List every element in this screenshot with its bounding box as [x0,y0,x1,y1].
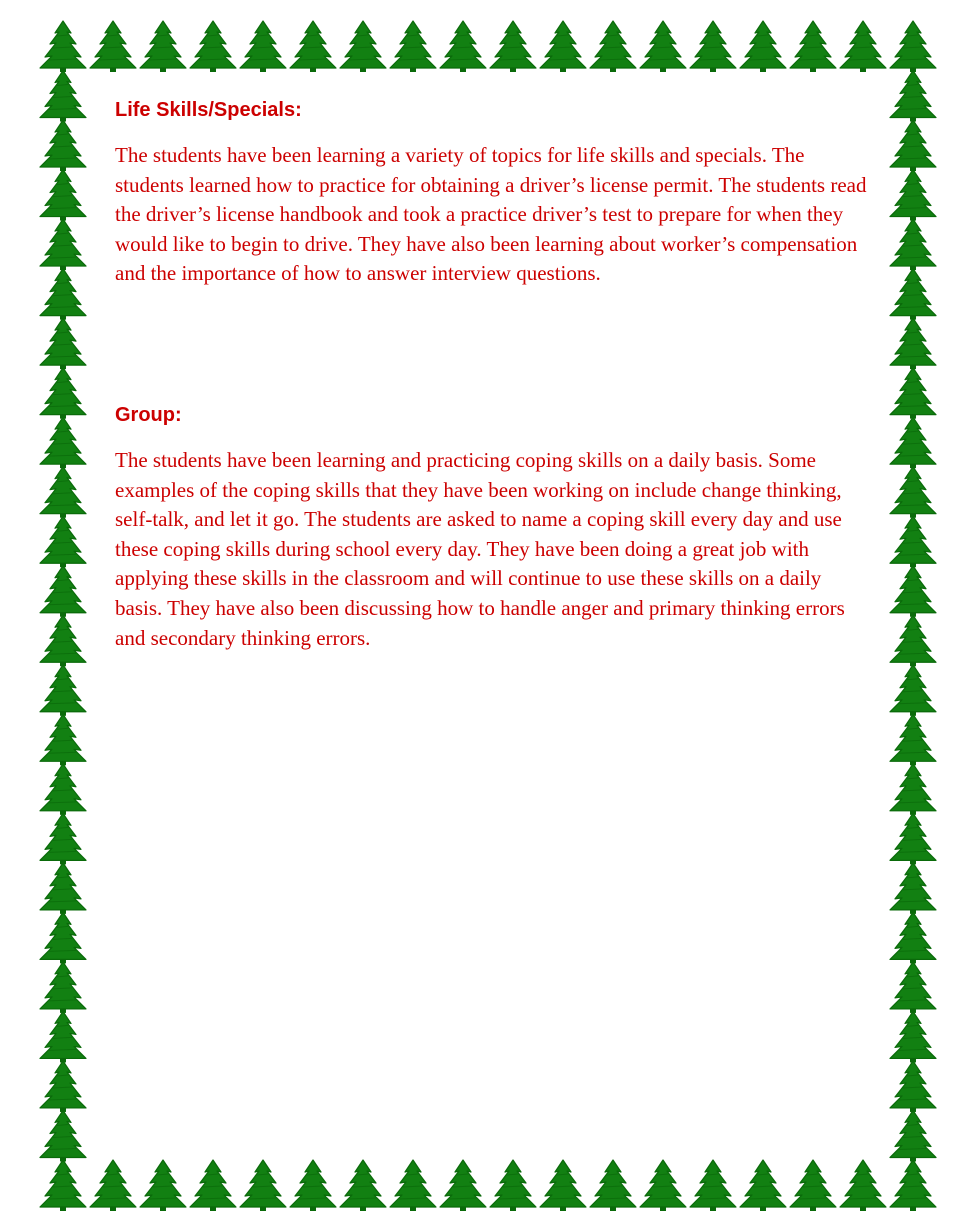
christmas-tree-icon [90,21,136,72]
christmas-tree-icon [40,318,86,369]
christmas-tree-icon [40,21,86,72]
christmas-tree-icon [840,21,886,72]
christmas-tree-icon [40,368,86,419]
christmas-tree-icon [40,170,86,221]
christmas-tree-icon [240,21,286,72]
christmas-tree-icon [90,1160,136,1211]
christmas-tree-icon [890,368,936,419]
christmas-tree-icon [290,1160,336,1211]
christmas-tree-icon [890,467,936,518]
christmas-tree-icon [890,665,936,716]
christmas-tree-icon [40,566,86,617]
christmas-tree-icon [490,1160,536,1211]
christmas-tree-icon [790,1160,836,1211]
christmas-tree-icon [40,1160,86,1211]
christmas-tree-icon [440,1160,486,1211]
christmas-tree-icon [890,417,936,468]
christmas-tree-icon [740,1160,786,1211]
christmas-tree-icon [40,962,86,1013]
christmas-tree-icon [40,219,86,270]
christmas-tree-icon [890,1011,936,1062]
christmas-tree-icon [40,467,86,518]
christmas-tree-icon [40,269,86,320]
christmas-tree-icon [890,714,936,765]
christmas-tree-icon [390,21,436,72]
christmas-tree-icon [590,21,636,72]
newsletter-content [115,96,867,653]
christmas-tree-icon [40,665,86,716]
christmas-tree-icon [690,1160,736,1211]
christmas-tree-icon [540,21,586,72]
christmas-tree-icon [890,516,936,567]
christmas-tree-icon [340,21,386,72]
christmas-tree-icon [240,1160,286,1211]
christmas-tree-icon [40,912,86,963]
christmas-tree-icon [890,21,936,72]
christmas-tree-icon [690,21,736,72]
christmas-tree-icon [490,21,536,72]
christmas-tree-icon [40,1011,86,1062]
christmas-tree-icon [140,1160,186,1211]
christmas-tree-icon [640,21,686,72]
life-skills-paragraph: The students have been learning a variety of topics for life skills and specials. The students learned how to practice for obtaining a driver’s license permit. The students read the driver’s license handbook and took a practice driver’s test to prepare for when they would like to begin to drive. They have also been learning about worker’s compensation and the importance of how to answer interview questions. [115,143,867,286]
christmas-tree-icon [890,764,936,815]
christmas-tree-icon [890,863,936,914]
christmas-tree-icon [40,863,86,914]
christmas-tree-icon [40,1110,86,1161]
christmas-tree-icon [640,1160,686,1211]
christmas-tree-icon [590,1160,636,1211]
christmas-tree-icon [890,813,936,864]
christmas-tree-icon [790,21,836,72]
christmas-tree-icon [390,1160,436,1211]
christmas-tree-icon [890,269,936,320]
christmas-tree-icon [40,714,86,765]
christmas-tree-icon [40,417,86,468]
christmas-tree-icon [890,170,936,221]
christmas-tree-icon [890,912,936,963]
christmas-tree-icon [190,21,236,72]
christmas-tree-icon [890,120,936,171]
christmas-tree-icon [540,1160,586,1211]
life-skills-heading: Life Skills/Specials: [115,99,302,121]
christmas-tree-icon [440,21,486,72]
christmas-tree-icon [290,21,336,72]
christmas-tree-icon [190,1160,236,1211]
christmas-tree-icon [40,71,86,122]
christmas-tree-icon [890,219,936,270]
christmas-tree-icon [890,71,936,122]
christmas-tree-icon [340,1160,386,1211]
christmas-tree-icon [40,813,86,864]
christmas-tree-icon [40,1061,86,1112]
christmas-tree-icon [890,566,936,617]
christmas-tree-icon [890,615,936,666]
christmas-tree-icon [40,764,86,815]
christmas-tree-icon [140,21,186,72]
group-heading: Group: [115,403,182,426]
christmas-tree-icon [40,516,86,567]
group-paragraph: The students have been learning and practicing coping skills on a daily basis. Some examples of the coping skills that they have been working on include change thinking, self-talk, and let it go. The students are asked to name a coping skill every day and use these coping skills during school every day. They have been doing a great job with applying these skills in the classroom and will continue to use these skills on a daily basis. They have also been discussing how to handle anger and primary thinking errors and secondary thinking errors. [115,447,845,650]
christmas-tree-icon [890,1160,936,1211]
christmas-tree-icon [840,1160,886,1211]
christmas-tree-icon [740,21,786,72]
christmas-tree-icon [40,120,86,171]
christmas-tree-icon [890,962,936,1013]
christmas-tree-icon [890,318,936,369]
christmas-tree-icon [890,1110,936,1161]
christmas-tree-icon [890,1061,936,1112]
christmas-tree-icon [40,615,86,666]
